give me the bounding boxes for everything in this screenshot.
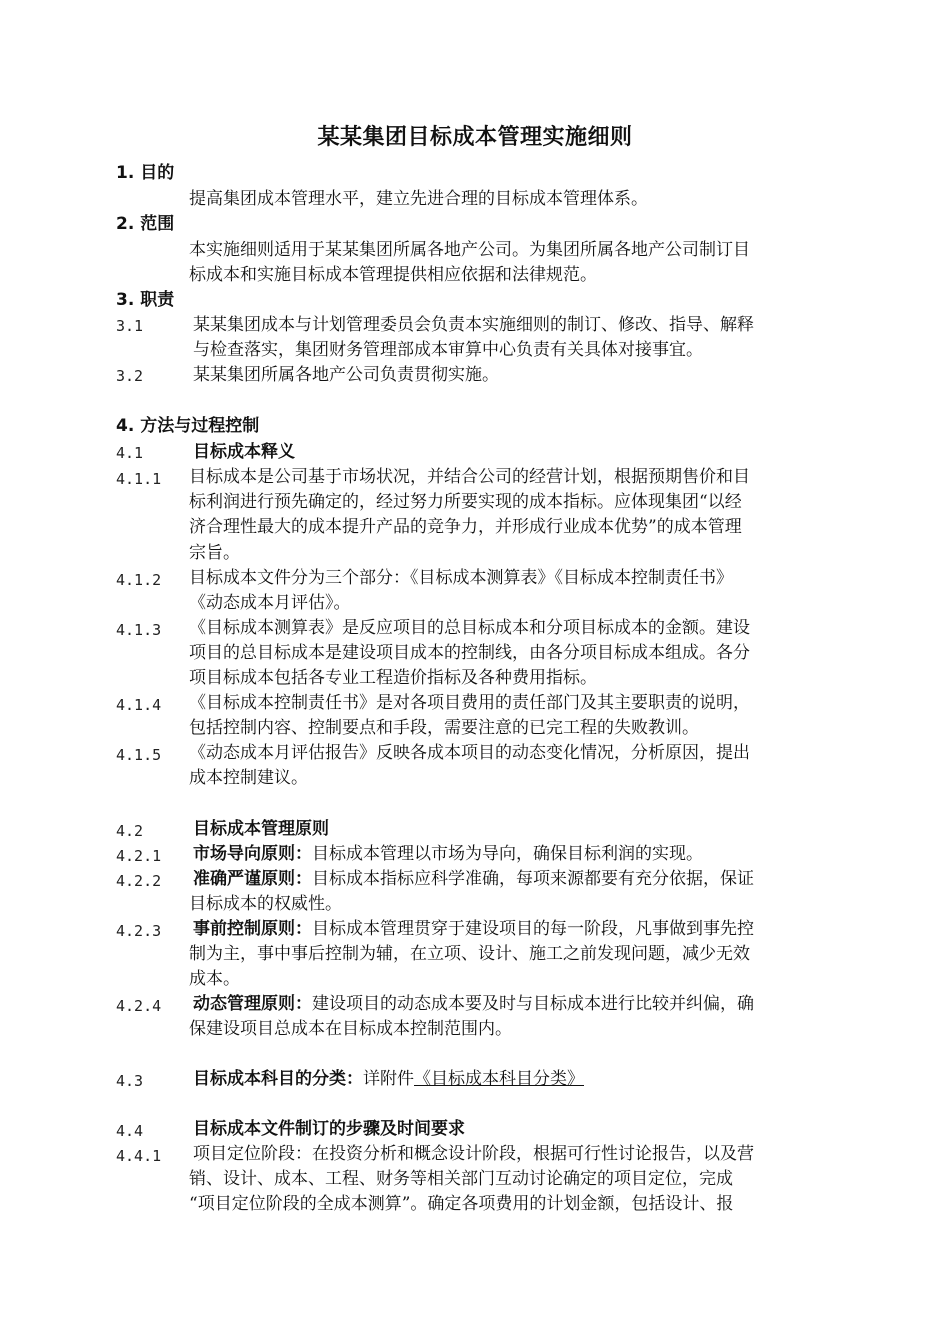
principle-text: 目标成本管理贯穿于建设项目的每一阶段，凡事做到事先控 (312, 919, 754, 939)
subsection-heading: 目标成本科目的分类 (193, 1069, 346, 1089)
section-1-heading: 1. 目的 (116, 163, 175, 183)
item-text-line: 包括控制内容、控制要点和手段，需要注意的已完工程的失败教训。 (189, 718, 699, 738)
colon: ： (346, 1069, 363, 1089)
section-2-text-line: 本实施细则适用于某某集团所属各地产公司。为集团所属各地产公司制订目 (189, 240, 750, 260)
item-number: 4.1.2 (116, 571, 162, 589)
subsection-4-3-line (193, 1066, 584, 1092)
item-number: 4.1.5 (116, 746, 162, 764)
section-1-text: 提高集团成本管理水平，建立先进合理的目标成本管理体系。 (189, 189, 648, 209)
item-number: 4.2.3 (116, 922, 162, 940)
principle-name: 准确严谨原则： (193, 869, 312, 889)
item-text-line: 销、设计、成本、工程、财务等相关部门互动讨论确定的项目定位，完成 (189, 1169, 733, 1189)
principle-line (193, 991, 754, 1017)
item-text-line: 济合理性最大的成本提升产品的竞争力，并形成行业成本优势”的成本管理 (189, 517, 742, 537)
principle-line (193, 916, 754, 942)
item-text-line: 制为主，事中事后控制为辅，在立项、设计、施工之前发现问题，减少无效 (189, 944, 750, 964)
item-text-line: 《目标成本控制责任书》是对各项目费用的责任部门及其主要职责的说明， (189, 693, 750, 713)
item-text-line: 项目的总目标成本是建设项目成本的控制线，由各分项目标成本组成。各分 (189, 643, 750, 663)
subsection-number: 4.4 (116, 1122, 144, 1140)
item-text-line: 与检查落实，集团财务管理部成本审算中心负责有关具体对接事宜。 (193, 340, 703, 360)
subsection-number: 4.1 (116, 444, 144, 462)
item-text-line: 目标成本的权威性。 (189, 894, 342, 914)
subsection-heading: 目标成本释义 (193, 442, 295, 462)
principle-text: 目标成本指标应科学准确，每项来源都要有充分依据，保证 (312, 869, 754, 889)
item-number: 4.1.3 (116, 621, 162, 639)
section-4-heading: 4. 方法与过程控制 (116, 416, 260, 436)
principle-name: 市场导向原则： (193, 844, 312, 864)
subsection-number: 4.3 (116, 1072, 144, 1090)
item-number: 3.1 (116, 317, 144, 335)
item-number: 4.1.4 (116, 696, 162, 714)
subsection-heading: 目标成本管理原则 (193, 819, 329, 839)
item-text-line: 保建设项目总成本在目标成本控制范围内。 (189, 1019, 512, 1039)
section-2-heading: 2. 范围 (116, 214, 175, 234)
item-number: 3.2 (116, 367, 144, 385)
item-text-line: 《动态成本月评估》。 (189, 593, 351, 613)
item-text-line: 某某集团成本与计划管理委员会负责本实施细则的制订、修改、指导、解释 (193, 315, 754, 335)
item-number: 4.1.1 (116, 470, 162, 488)
item-text-line: 成本控制建议。 (189, 768, 308, 788)
item-text-line: “项目定位阶段的全成本测算”。确定各项费用的计划金额，包括设计、报 (189, 1194, 734, 1214)
principle-name: 动态管理原则： (193, 994, 312, 1014)
item-number: 4.2.4 (116, 997, 162, 1015)
document-title: 某某集团目标成本管理实施细则 (317, 125, 633, 150)
principle-line (193, 841, 703, 867)
principle-text: 目标成本管理以市场为导向，确保目标利润的实现。 (312, 844, 703, 864)
item-text-line: 《目标成本测算表》是反应项目的总目标成本和分项目标成本的金额。建设 (189, 618, 750, 638)
attachment-link[interactable]: 《目标成本科目分类》 (414, 1069, 584, 1089)
attachment-prefix: 详附件 (363, 1069, 414, 1089)
item-text-line: 项目定位阶段：在投资分析和概念设计阶段，根据可行性讨论报告，以及营 (193, 1144, 754, 1164)
item-text-line: 项目标成本包括各专业工程造价指标及各种费用指标。 (189, 668, 597, 688)
principle-text: 建设项目的动态成本要及时与目标成本进行比较并纠偏，确 (312, 994, 754, 1014)
item-text-line: 成本。 (189, 969, 240, 989)
item-text-line: 目标成本文件分为三个部分：《目标成本测算表》《目标成本控制责任书》 (189, 568, 733, 588)
principle-name: 事前控制原则： (193, 919, 312, 939)
section-2-text-line: 标成本和实施目标成本管理提供相应依据和法律规范。 (189, 265, 597, 285)
item-text-line: 宗旨。 (189, 543, 240, 563)
item-number: 4.2.1 (116, 847, 162, 865)
item-number: 4.2.2 (116, 872, 162, 890)
item-number: 4.4.1 (116, 1147, 162, 1165)
item-text-line: 《动态成本月评估报告》反映各成本项目的动态变化情况，分析原因，提出 (189, 743, 750, 763)
item-text-line: 某某集团所属各地产公司负责贯彻实施。 (193, 365, 499, 385)
item-text-line: 标利润进行预先确定的，经过努力所要实现的成本指标。应体现集团“以经 (189, 492, 742, 512)
section-3-heading: 3. 职责 (116, 290, 175, 310)
item-text-line: 目标成本是公司基于市场状况，并结合公司的经营计划，根据预期售价和目 (189, 467, 750, 487)
principle-line (193, 866, 754, 892)
subsection-number: 4.2 (116, 822, 144, 840)
subsection-heading: 目标成本文件制订的步骤及时间要求 (193, 1119, 465, 1139)
